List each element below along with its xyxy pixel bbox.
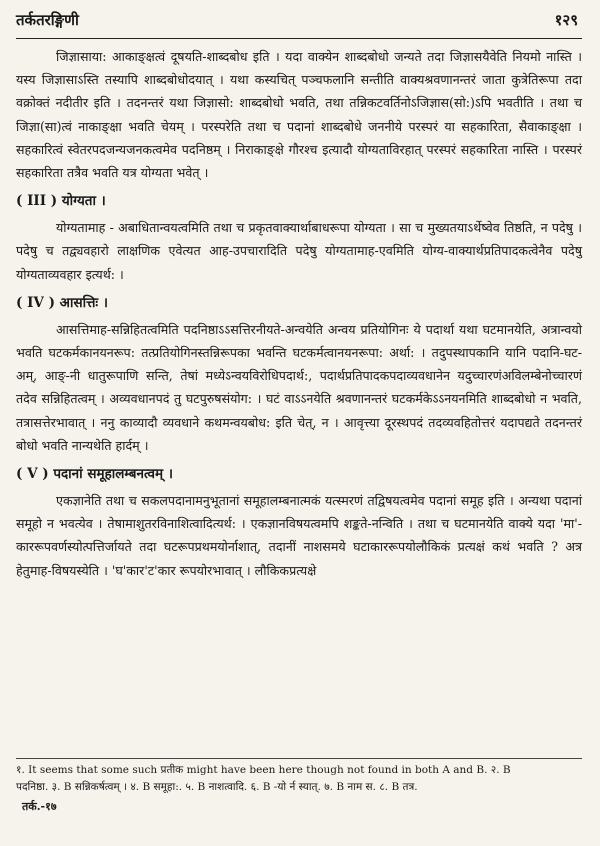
running-title: तर्कतरङ्गिणी (16, 11, 79, 29)
signature-mark: तर्क.-१७ (22, 800, 57, 813)
page-header (16, 10, 582, 36)
footnotes (16, 758, 582, 814)
paragraph-yogyata: योग्यतामाह - अबाधितान्वयत्वमिति तथा च प्रकृतवाक्यार्थाबाधरूपा योग्यता । सा च मुख्यतयाऽर्थेष्वेव तिष्ठति, न पदेषु । पदेषु च तद्व्यवहारो लाक्षणिक एवेत्यत आह-उपचारादिति पदेषु योग्यतामाह-एवमिति योग्य-वाक्यार्थप्रतिपादकत्वेनैव पदेषु योग्यताव्यवहार इत्यर्थ: । (16, 220, 582, 282)
footnote-line: १. It seems that some such प्रतीक might have been here though not found in both A and B. २. B (16, 764, 511, 776)
section-heading-yogyata: ( III ) योग्यता । (16, 193, 106, 210)
section-heading-samuhalambana: ( V ) पदानां समूहालम्बनत्वम् । (16, 466, 173, 483)
header-rule (16, 38, 582, 39)
paragraph-samuhalambana: एकज्ञानेति तथा च सकलपदानामनुभूतानां समूहालम्बनात्मकं यत्स्मरणं तद्विषयत्वमेव पदानां समूह इति । अन्यथा पदानां समूहो न भवत्येव । तेषामाशुतरविनाशित्वादित्यर्थ: । एकज्ञानविषयत्वमपि शङ्कते-नन्विति । तथा च घटमानयेति वाक्ये यदा 'मा'-काररूपवर्णस्योत्पत्तिर्जायते तदा घटरूपप्रथमयोर्नाशात्, तदानीं नाशसमये घटाकाररूपयोलौकिकं प्रत्यक्षं कथं भवति ? अत्र हेतुमाह-विषयस्येति । 'घ'कार'ट'कार रूपयोरभावात् । लौकिकप्रत्यक्षे (16, 493, 582, 578)
footnote-rule (16, 758, 582, 759)
paragraph-akanksha: जिज्ञासाया: आकाङ्क्षत्वं दूषयति-शाब्दबोध इति । यदा वाक्येन शाब्दबोधो जन्यते तदा जिज्ञासयैवेति नियमो नास्ति । यस्य जिज्ञासाऽस्ति तस्यापि शाब्दबोधोदयात् । यथा कस्यचित् पञ्चफलानि सन्तीति वाक्यश्रवणानन्तरं जाता कुत्रेतिरूपा तदा वक्रोक्तं नदीतीर इति । तदनन्तरं यथा जिज्ञासो: शाब्दबोधो भवति, तथा तन्निकटवर्तिनोऽजिज्ञास(सो:)ऽपि भवतीति । तथा च जिज्ञा(सा)त्वं नाकाङ्क्षा भवति चेयम् । परस्परेति तथा च पदानां शाब्दबोधे जननीये परस्परं या सहकारिता, सैवाकाङ्क्षा । सहकारित्वं स्वेतरपदजन्यजनकत्वमेव पदनिष्ठम् । निराकाङ्क्षे गौरश्च इत्यादौ योग्यताविरहात् परस्परं सहकारिता नास्ति । परस्परं सहकारिता तत्रैव भवति यत्र योग्यता भवेत् । (16, 49, 582, 181)
paragraph-asatti: आसत्तिमाह-सन्निहितत्वमिति पदनिष्ठाऽऽसत्तिरनीयते-अन्वयेति अन्वय प्रतियोगिनः ये पदार्था यथा घटमानयेति, अत्रान्वयो भवति घटकर्मकानयनरूप: तत्प्रतियोगिनस्तन्निरूपका भवन्ति घटकर्मत्वानयनरूपा: अर्था: । तदुपस्थापकानि यानि पदानि-घट-अम्, आङ्-नी धातुरूपाणि सन्ति, तेषां मध्येऽन्वयविरोधिपदार्थ:, पदार्थप्रतिपादकपदाव्यवधानेन यदुच्चारणंअविलम्बेनोच्चारणं तदेव सन्निहितत्वम् । अव्यवधानपदं तु घटपुरुषसंयोग: । घटं वाऽऽनयेति श्रवणानन्तरं घटकर्मकेऽऽनयनमिति शाब्दबोधो न भवति, तत्रासत्तेरभावात् । ननु काव्यादौ व्यवधाने कथमन्वयबोध: इति चेत्, न । आवृत्त्या दूरस्थपदं तदव्यवहितोत्तरं यदापद्यते तदनन्तरं बोधो भवति नान्यथेति हार्दम् । (16, 321, 582, 453)
page-number: १२९ (554, 11, 578, 29)
section-heading-asatti: ( IV ) आसत्तिः । (16, 294, 108, 311)
footnote-line: पदनिष्ठा. ३. B सन्निकर्षत्वम् । ४. B समूहा:. ५. B नाशत्वादि. ६. B -यो र्न स्यात्. ७. B नाम स. ८. B तत्र. (16, 781, 418, 793)
